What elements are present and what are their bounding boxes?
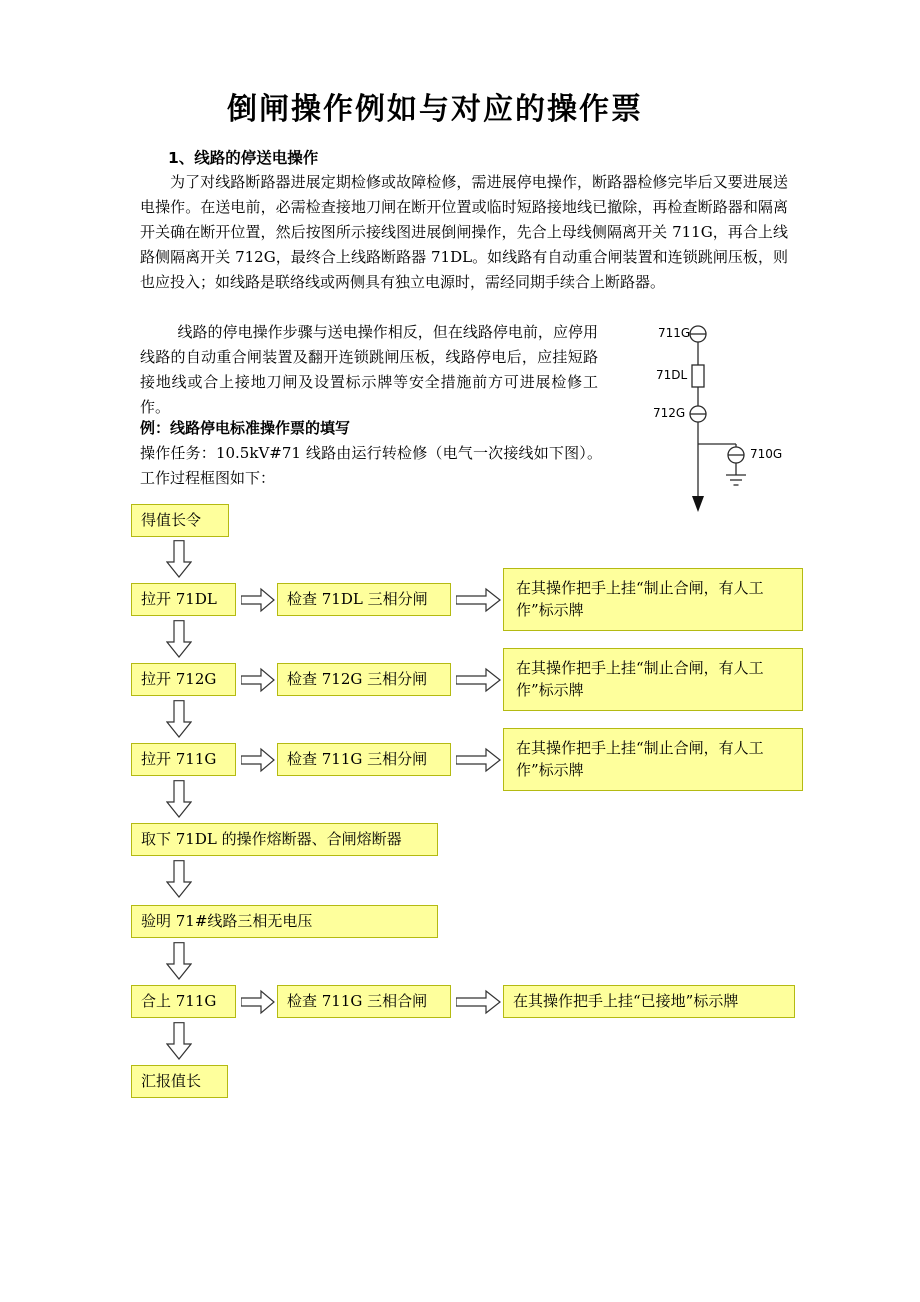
flow-action-box: 拉开 712G bbox=[131, 663, 236, 696]
flow-tag-box: 在其操作把手上挂“制止合闸，有人工作”标示牌 bbox=[503, 728, 803, 791]
right-arrow-icon bbox=[241, 747, 275, 773]
flow-check-box: 检查 71DL 三相分闸 bbox=[277, 583, 451, 616]
body-paragraph-2: 线路的停电操作步骤与送电操作相反，但在线路停电前，应停用线路的自动重合闸装置及翻开连锁跳闸压板，线路停电后，应挂短路接地线或合上接地刀闸及设置标示牌等安全措施前方可进展检修工作。 bbox=[140, 323, 598, 416]
section-heading: 1、线路的停送电操作 bbox=[168, 149, 319, 167]
down-arrow-icon bbox=[166, 1022, 192, 1060]
flow-check-box: 检查 711G 三相分闸 bbox=[277, 743, 451, 776]
flow-action-box: 拉开 711G bbox=[131, 743, 236, 776]
doc-title: 倒闸操作例如与对应的操作票 bbox=[227, 92, 643, 127]
flow-action-box: 拉开 71DL bbox=[131, 583, 236, 616]
flow-action-box: 汇报值长 bbox=[131, 1065, 228, 1098]
circuit-diagram bbox=[650, 318, 810, 518]
right-arrow-icon bbox=[456, 587, 501, 613]
flow-tag-box: 在其操作把手上挂“已接地”标示牌 bbox=[503, 985, 795, 1018]
down-arrow-icon bbox=[166, 620, 192, 658]
flow-action-box: 取下 71DL 的操作熔断器、合闸熔断器 bbox=[131, 823, 438, 856]
line-end-arrow bbox=[692, 496, 704, 512]
right-arrow-icon bbox=[241, 989, 275, 1015]
circuit-label-71dl: 71DL bbox=[656, 368, 688, 382]
flow-action-box: 合上 711G bbox=[131, 985, 236, 1018]
down-arrow-icon bbox=[166, 540, 192, 578]
flow-check-box: 检查 712G 三相分闸 bbox=[277, 663, 451, 696]
right-arrow-icon bbox=[456, 667, 501, 693]
body-paragraph-1: 为了对线路断路器进展定期检修或故障检修，需进展停电操作，断路器检修完毕后又要进展送电操作。在送电前，必需检查接地刀闸在断开位置或临时短路接地线已撤除，再检查断路器和隔离开关确在断开位置，然后按图所示接线图进展倒闸操作，先合上母线侧隔离开关 711G，再合上线路侧隔离开关 712G，最终合上线路断路器 71DL。如线路有自动重合闸装置和连锁跳闸压板，则也应投入；如线路是联络线或两侧具有独立电源时，需经同期手续合上断路器。 bbox=[140, 173, 788, 291]
right-arrow-icon bbox=[241, 667, 275, 693]
flow-tag-box: 在其操作把手上挂“制止合闸，有人工作”标示牌 bbox=[503, 568, 803, 631]
example-heading: 例：线路停电标准操作票的填写 bbox=[140, 419, 351, 437]
flow-check-box: 检查 711G 三相合闸 bbox=[277, 985, 451, 1018]
circuit-label-710g: 710G bbox=[750, 447, 783, 461]
flow-action-box: 验明 71#线路三相无电压 bbox=[131, 905, 438, 938]
flow-action-box: 得值长令 bbox=[131, 504, 229, 537]
breaker-71dl-symbol bbox=[692, 365, 704, 387]
down-arrow-icon bbox=[166, 780, 192, 818]
right-arrow-icon bbox=[456, 747, 501, 773]
flow-tag-box: 在其操作把手上挂“制止合闸，有人工作”标示牌 bbox=[503, 648, 803, 711]
circuit-label-711g: 711G bbox=[658, 326, 691, 340]
circuit-label-712g: 712G bbox=[653, 406, 686, 420]
down-arrow-icon bbox=[166, 942, 192, 980]
right-arrow-icon bbox=[456, 989, 501, 1015]
down-arrow-icon bbox=[166, 700, 192, 738]
down-arrow-icon bbox=[166, 860, 192, 898]
task-text: 操作任务：10.5kV#71 线路由运行转检修（电气一次接线如下图）。工作过程框图如下： bbox=[140, 444, 602, 487]
right-arrow-icon bbox=[241, 587, 275, 613]
